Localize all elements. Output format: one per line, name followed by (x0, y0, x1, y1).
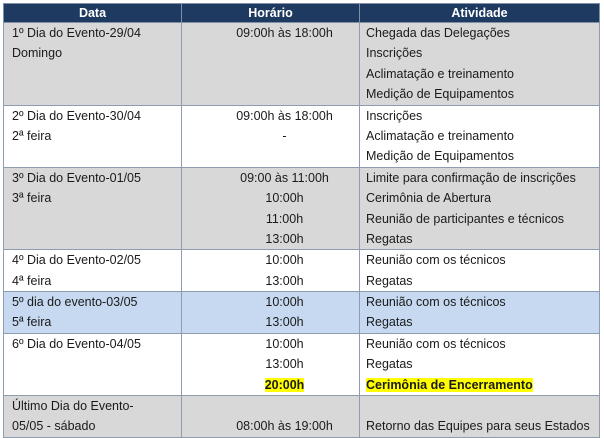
date-cell (4, 105, 182, 167)
time-cell (182, 396, 360, 438)
date-line: Último Dia do Evento- (12, 399, 134, 414)
date-cell (4, 167, 182, 250)
activity-line: Medição de Equipamentos (366, 87, 515, 102)
date-line: 2º Dia do Evento-30/04 (12, 108, 141, 123)
activity-line: Reunião com os técnicos (366, 295, 506, 310)
highlighted-activity: Cerimônia de Encerramento (366, 377, 533, 392)
date-line: 4ª feira (12, 273, 52, 288)
table-row (4, 23, 600, 106)
activity-cell (360, 23, 600, 106)
activity-line (360, 396, 599, 416)
time-cell (182, 250, 360, 292)
activity-line: Retorno das Equipes para seus Estados (366, 419, 590, 434)
activity-line-highlighted (360, 375, 599, 395)
table-row (4, 333, 600, 395)
date-line: 1º Dia do Evento-29/04 (12, 26, 141, 40)
date-cell (4, 292, 182, 334)
schedule-table (3, 3, 600, 438)
date-line: 5º dia do evento-03/05 (12, 295, 138, 310)
time-line: - (282, 128, 287, 143)
table-row (4, 105, 600, 167)
activity-line: Cerimônia de Abertura (366, 191, 492, 206)
table-row (4, 396, 600, 438)
date-line: Domingo (12, 46, 63, 61)
table-row (4, 250, 600, 292)
activity-line: Medição de Equipamentos (366, 149, 515, 164)
activity-line: Aclimatação e treinamento (366, 128, 514, 143)
time-line: 13:00h (265, 357, 304, 372)
time-line-highlighted (182, 375, 359, 395)
time-cell (182, 292, 360, 334)
header-data: Data (4, 4, 182, 23)
activity-line: Chegada das Delegações (366, 26, 510, 40)
time-line: 13:00h (265, 231, 304, 246)
time-line: 09:00h às 18:00h (236, 26, 333, 40)
activity-line: Inscrições (366, 46, 423, 61)
time-line: 13:00h (265, 273, 304, 288)
time-line: 11:00h (265, 211, 304, 226)
activity-line: Regatas (366, 231, 413, 246)
date-line: 5ª feira (12, 315, 52, 330)
date-cell (4, 333, 182, 395)
header-row (4, 4, 600, 23)
time-line: 10:00h (265, 253, 304, 268)
activity-cell (360, 292, 600, 334)
activity-line: Reunião com os técnicos (366, 253, 506, 268)
activity-cell (360, 396, 600, 438)
header-atividade: Atividade (360, 4, 600, 23)
activity-line: Inscrições (366, 108, 423, 123)
time-line: 09:00 às 11:00h (240, 170, 329, 185)
activity-cell (360, 105, 600, 167)
time-line: 10:00h (265, 336, 304, 351)
header-horario: Horário (182, 4, 360, 23)
activity-line: Reunião com os técnicos (366, 336, 506, 351)
time-line: 10:00h (265, 295, 304, 310)
time-cell (182, 333, 360, 395)
activity-cell (360, 250, 600, 292)
date-cell (4, 396, 182, 438)
date-line: 05/05 - sábado (12, 419, 96, 434)
highlighted-time: 20:00h (264, 377, 305, 392)
table-row (4, 167, 600, 250)
date-line: 3ª feira (12, 191, 52, 206)
time-line: 10:00h (265, 191, 304, 206)
time-cell (182, 105, 360, 167)
date-line: 3º Dia do Evento-01/05 (12, 170, 141, 185)
time-cell (182, 167, 360, 250)
table-row (4, 292, 600, 334)
activity-line: Regatas (366, 273, 413, 288)
time-line: 09:00h às 18:00h (236, 108, 333, 123)
time-line: 08:00h às 19:00h (236, 419, 333, 434)
date-cell (4, 250, 182, 292)
activity-line: Aclimatação e treinamento (366, 66, 514, 81)
date-line: 6º Dia do Evento-04/05 (12, 336, 141, 351)
date-cell (4, 23, 182, 106)
date-line: 2ª feira (12, 128, 52, 143)
activity-cell (360, 333, 600, 395)
activity-line: Limite para confirmação de inscrições (366, 170, 576, 185)
activity-line: Reunião de participantes e técnicos (366, 211, 565, 226)
activity-line: Regatas (366, 357, 413, 372)
time-line (182, 396, 359, 416)
activity-line: Regatas (366, 315, 413, 330)
time-cell (182, 23, 360, 106)
date-line: 4º Dia do Evento-02/05 (12, 253, 141, 268)
activity-cell (360, 167, 600, 250)
time-line: 13:00h (265, 315, 304, 330)
